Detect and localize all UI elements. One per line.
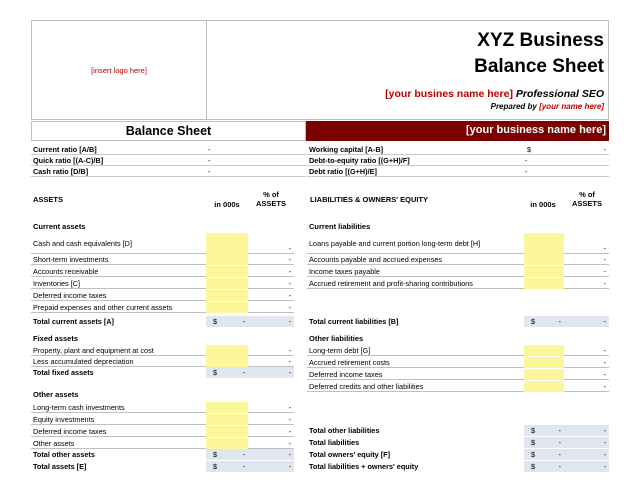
line-item-label: Deferred income taxes — [33, 291, 107, 300]
line-item-row — [31, 254, 294, 265]
amount-input[interactable] — [524, 278, 564, 289]
total-row — [31, 449, 294, 460]
percent-value: - — [603, 450, 606, 459]
total-label: Total liabilities + owners' equity — [309, 462, 419, 471]
total-amount-cell — [524, 437, 564, 448]
percent-value: - — [603, 358, 606, 367]
percent-cell — [564, 369, 609, 380]
currency-symbol: $ — [213, 317, 218, 326]
amount-input[interactable] — [524, 233, 564, 254]
total-amount-cell — [206, 316, 248, 327]
percent-cell — [564, 381, 609, 392]
ratio-label: Current ratio [A/B] — [33, 145, 97, 154]
percent-cell — [564, 449, 609, 460]
total-amount-cell — [524, 316, 564, 327]
liabilities-pct-header-line1: % of — [579, 190, 595, 199]
ratio-row — [31, 145, 306, 155]
percent-value: - — [603, 438, 606, 447]
total-label: Total liabilities — [309, 438, 360, 447]
percent-cell — [248, 449, 294, 460]
amount-input[interactable] — [206, 302, 248, 313]
section-heading: Other assets — [33, 390, 79, 399]
ratio-value[interactable]: - — [525, 167, 528, 176]
amount-input[interactable] — [206, 345, 248, 356]
line-item-row — [307, 345, 609, 356]
section-title: Balance Sheet — [31, 121, 306, 141]
percent-cell — [564, 266, 609, 277]
amount-input[interactable] — [206, 278, 248, 289]
percent-cell — [248, 278, 294, 289]
liabilities-pct-header-line2: ASSETS — [571, 199, 602, 208]
line-item-row — [31, 345, 294, 356]
percent-value: - — [288, 346, 291, 355]
currency-symbol: $ — [531, 462, 536, 471]
total-row — [307, 437, 609, 448]
percent-cell — [248, 302, 294, 313]
total-amount-cell — [206, 449, 248, 460]
total-label: Total current liabilities [B] — [309, 317, 399, 326]
amount-input[interactable] — [524, 266, 564, 277]
line-item-label: Long-term debt [G] — [309, 346, 371, 355]
percent-value: - — [603, 317, 606, 326]
percent-cell — [248, 438, 294, 449]
percent-value: - — [288, 317, 291, 326]
total-amount-cell — [206, 461, 248, 472]
ratio-value[interactable]: - — [208, 145, 211, 154]
percent-value: - — [288, 462, 291, 471]
ratio-row — [31, 167, 306, 177]
currency-symbol: $ — [531, 317, 536, 326]
percent-value: - — [288, 450, 291, 459]
ratio-label: Debt ratio [(G+H)/E] — [309, 167, 377, 176]
assets-pct-header-line2: ASSETS — [255, 199, 286, 208]
line-item-row — [31, 302, 294, 313]
business-name-banner[interactable]: [your business name here] — [306, 121, 609, 141]
currency-symbol: $ — [213, 462, 218, 471]
total-label: Total other liabilities — [309, 426, 380, 435]
total-amount: - — [558, 462, 561, 471]
line-item-label: Accounts receivable — [33, 267, 99, 276]
total-amount: - — [558, 317, 561, 326]
percent-value: - — [288, 439, 291, 448]
business-type: Professional SEO — [515, 88, 604, 100]
total-row — [307, 461, 609, 472]
line-item-row — [307, 357, 609, 368]
currency-symbol: $ — [531, 438, 536, 447]
line-item-label: Other assets — [33, 439, 75, 448]
percent-cell — [564, 461, 609, 472]
header — [31, 20, 609, 120]
assets-heading: ASSETS — [33, 195, 64, 204]
amount-input[interactable] — [206, 414, 248, 425]
percent-value: - — [603, 244, 606, 253]
line-item-row — [31, 438, 294, 449]
percent-value: - — [288, 415, 291, 424]
total-row — [307, 316, 609, 327]
percent-cell — [564, 233, 609, 254]
percent-cell — [248, 426, 294, 437]
total-amount: - — [242, 368, 245, 377]
line-item-label: Prepaid expenses and other current assets — [33, 303, 173, 312]
total-label: Total fixed assets — [33, 368, 94, 377]
amount-input[interactable] — [524, 357, 564, 368]
logo-placeholder-text: [insert logo here] — [91, 66, 147, 75]
total-amount: - — [558, 438, 561, 447]
ratio-label: Quick ratio [(A-C)/B] — [33, 156, 104, 165]
line-item-label: Deferred credits and other liabilities — [309, 382, 424, 391]
liabilities-heading: LIABILITIES & OWNERS' EQUITY — [310, 195, 429, 204]
ratio-row — [31, 156, 306, 166]
amount-input[interactable] — [206, 254, 248, 265]
total-label: Total assets [E] — [33, 462, 87, 471]
percent-value: - — [288, 291, 291, 300]
total-label: Total current assets [A] — [33, 317, 114, 326]
prepared-by-name[interactable]: [your name here] — [539, 102, 604, 111]
percent-cell — [248, 290, 294, 301]
ratio-currency: $ — [527, 145, 532, 154]
company-title: XYZ Business — [477, 30, 604, 51]
amount-input[interactable] — [206, 426, 248, 437]
logo-placeholder-box[interactable] — [32, 21, 207, 119]
percent-cell — [248, 254, 294, 265]
line-item-row — [307, 381, 609, 392]
percent-cell — [248, 461, 294, 472]
line-item-row — [307, 266, 609, 277]
percent-value: - — [288, 244, 291, 253]
percent-value: - — [288, 427, 291, 436]
line-item-row — [307, 278, 609, 289]
amount-input[interactable] — [206, 266, 248, 277]
amount-input[interactable] — [206, 402, 248, 413]
section-heading: Current liabilities — [309, 222, 371, 231]
amount-input[interactable] — [206, 233, 248, 254]
business-name[interactable]: [your busines name here] — [385, 88, 513, 100]
liabilities-pct-header — [565, 190, 609, 208]
percent-value: - — [603, 267, 606, 276]
percent-value: - — [603, 462, 606, 471]
line-item-row — [31, 414, 294, 425]
amount-input[interactable] — [206, 438, 248, 449]
total-label: Total owners' equity [F] — [309, 450, 391, 459]
percent-value: - — [603, 382, 606, 391]
percent-value: - — [288, 303, 291, 312]
section-heading: Current assets — [33, 222, 86, 231]
percent-cell — [248, 414, 294, 425]
total-amount: - — [558, 426, 561, 435]
business-line — [385, 88, 604, 100]
amount-input[interactable] — [524, 369, 564, 380]
total-amount: - — [242, 450, 245, 459]
percent-cell — [248, 233, 294, 254]
line-item-label: Equity investments — [33, 415, 95, 424]
percent-value: - — [603, 346, 606, 355]
percent-cell — [564, 425, 609, 436]
percent-cell — [564, 345, 609, 356]
ratio-row — [307, 145, 609, 155]
percent-cell — [248, 402, 294, 413]
amount-input[interactable] — [524, 381, 564, 392]
ratio-label: Cash ratio [D/B] — [33, 167, 89, 176]
amount-input[interactable] — [206, 356, 248, 367]
line-item-label: Inventories [C] — [33, 279, 81, 288]
line-item-label: Property, plant and equipment at cost — [33, 346, 154, 355]
liabilities-amount-header: in 000s — [530, 200, 556, 209]
line-item-label: Accrued retirement costs — [309, 358, 390, 367]
line-item-row — [307, 233, 609, 254]
ratio-label: Working capital [A-B] — [309, 145, 384, 154]
total-row — [307, 425, 609, 436]
percent-cell — [564, 254, 609, 265]
amount-input[interactable] — [524, 254, 564, 265]
total-amount-cell — [524, 425, 564, 436]
prepared-by-line — [491, 102, 604, 111]
percent-cell — [564, 437, 609, 448]
section-heading: Other liabilities — [309, 334, 364, 343]
percent-value: - — [603, 255, 606, 264]
percent-cell — [248, 367, 294, 378]
line-item-label: Cash and cash equivalents [D] — [33, 239, 132, 248]
percent-value: - — [288, 279, 291, 288]
percent-cell — [248, 356, 294, 367]
assets-pct-header — [249, 190, 293, 208]
ratio-value[interactable]: - — [603, 145, 606, 154]
amount-input[interactable] — [206, 290, 248, 301]
percent-cell — [248, 266, 294, 277]
ratio-row — [307, 167, 609, 177]
ratio-value[interactable]: - — [525, 156, 528, 165]
percent-value: - — [288, 267, 291, 276]
ratio-label: Debt-to-equity ratio [(G+H)/F] — [309, 156, 410, 165]
total-amount-cell — [524, 461, 564, 472]
total-amount-cell — [524, 449, 564, 460]
currency-symbol: $ — [531, 450, 536, 459]
line-item-row — [31, 426, 294, 437]
line-item-row — [31, 278, 294, 289]
line-item-label: Deferred income taxes — [309, 370, 383, 379]
line-item-row — [31, 233, 294, 254]
line-item-row — [31, 266, 294, 277]
percent-value: - — [288, 403, 291, 412]
prepared-by-label: Prepared by — [490, 102, 537, 111]
total-row — [31, 316, 294, 327]
line-item-row — [307, 369, 609, 380]
percent-value: - — [288, 255, 291, 264]
currency-symbol: $ — [213, 368, 218, 377]
total-row — [307, 449, 609, 460]
percent-value: - — [603, 370, 606, 379]
line-item-label: Income taxes payable — [309, 267, 380, 276]
percent-value: - — [288, 368, 291, 377]
line-item-label: Less accumulated depreciation — [33, 357, 134, 366]
line-item-row — [31, 290, 294, 301]
line-item-label: Accounts payable and accrued expenses — [309, 255, 443, 264]
line-item-label: Accrued retirement and profit-sharing contributions — [309, 279, 473, 288]
currency-symbol: $ — [213, 450, 218, 459]
percent-cell — [248, 345, 294, 356]
ratio-row — [307, 156, 609, 166]
percent-cell — [248, 316, 294, 327]
percent-value: - — [603, 279, 606, 288]
total-amount: - — [242, 462, 245, 471]
line-item-label: Loans payable and current portion long-term debt [H] — [309, 239, 481, 248]
percent-cell — [564, 316, 609, 327]
percent-value: - — [603, 426, 606, 435]
line-item-row — [31, 356, 294, 367]
ratio-value[interactable]: - — [208, 167, 211, 176]
total-row — [31, 367, 294, 378]
assets-pct-header-line1: % of — [263, 190, 279, 199]
line-item-label: Deferred income taxes — [33, 427, 107, 436]
document-title: Balance Sheet — [474, 56, 604, 77]
total-label: Total other assets — [33, 450, 95, 459]
amount-input[interactable] — [524, 345, 564, 356]
ratio-value[interactable]: - — [208, 156, 211, 165]
section-heading: Fixed assets — [33, 334, 79, 343]
percent-cell — [564, 357, 609, 368]
currency-symbol: $ — [531, 426, 536, 435]
percent-value: - — [288, 357, 291, 366]
line-item-label: Short-term investments — [33, 255, 109, 264]
total-amount: - — [558, 450, 561, 459]
total-amount-cell — [206, 367, 248, 378]
assets-amount-header: in 000s — [214, 200, 240, 209]
line-item-label: Long-term cash investments — [33, 403, 125, 412]
percent-cell — [564, 278, 609, 289]
total-amount: - — [242, 317, 245, 326]
line-item-row — [307, 254, 609, 265]
line-item-row — [31, 402, 294, 413]
total-row — [31, 461, 294, 472]
